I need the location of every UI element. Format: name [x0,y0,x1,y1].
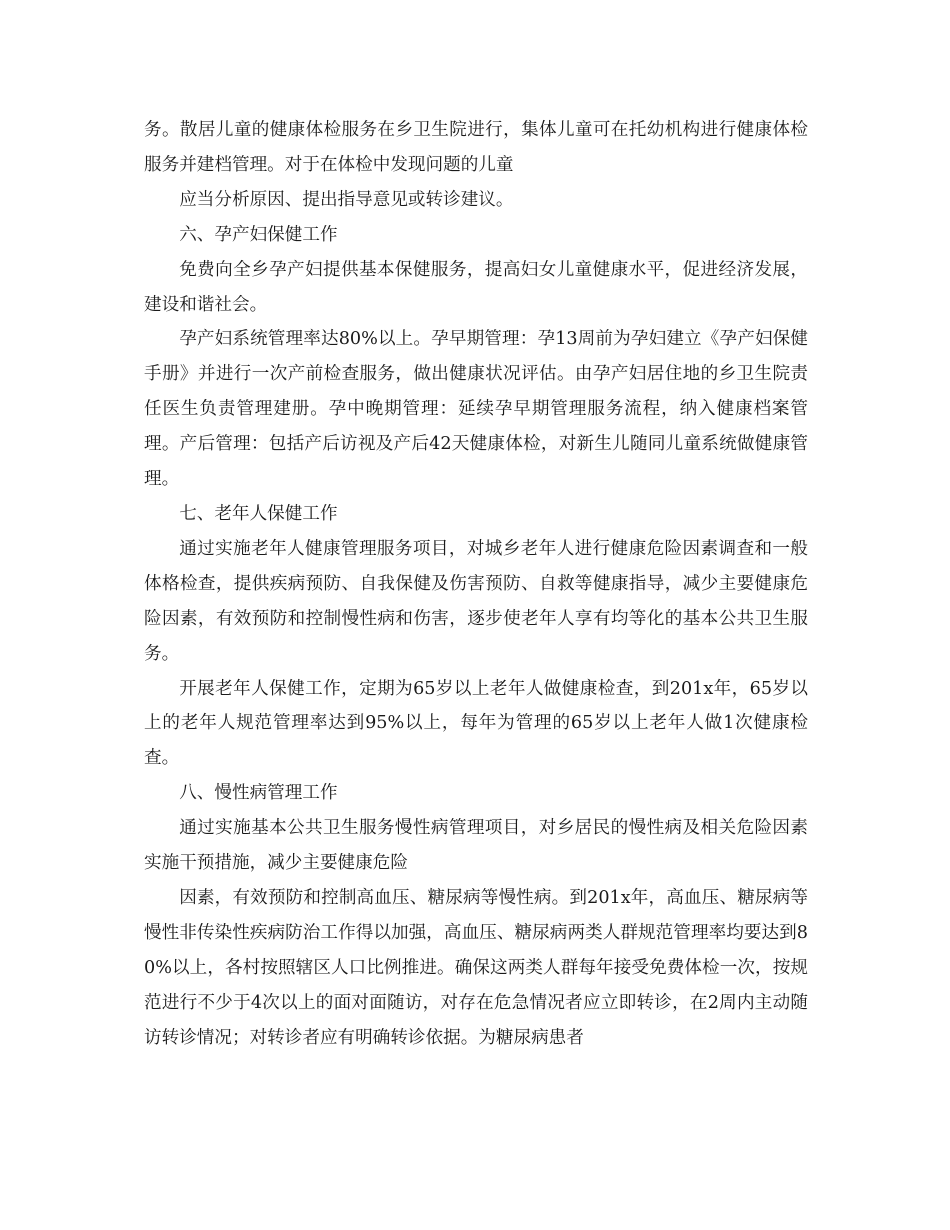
section-heading-maternal-care: 六、孕产妇保健工作 [179,224,338,245]
section-heading-chronic-disease: 八、慢性病管理工作 [179,783,338,804]
paragraph-elderly-checkup: 开展老年人保健工作，定期为65岁以上老年人做健康检查，到201x年，65岁以上的老年人规范管理率达到95%以上，每年为管理的65岁以上老年人做1次健康检查。 [144,678,808,769]
paragraph-chronic-program: 通过实施基本公共卫生服务慢性病管理项目，对乡居民的慢性病及相关危险因素实施干预措施，减少主要健康危险 [144,818,808,874]
paragraph-continuation: 务。散居儿童的健康体检服务在乡卫生院进行，集体儿童可在托幼机构进行健康体检服务并建档管理。对于在体检中发现问题的儿童 [144,120,808,175]
document-body [144,113,808,1055]
paragraph-maternal-management: 孕产妇系统管理率达80%以上。孕早期管理：孕13周前为孕妇建立《孕产妇保健手册》并进行一次产前检查服务，做出健康状况评估。由孕产妇居住地的乡卫生院责任医生负责管理建册。孕中晚期管理：延续孕早期管理服务流程，纳入健康档案管理。产后管理：包括产后访视及产后42天健康体检，对新生儿随同儿童系统做健康管理。 [144,329,808,490]
paragraph-maternal-free-service: 免费向全乡孕产妇提供基本保健服务，提高妇女儿童健康水平，促进经济发展，建设和谐社会。 [144,259,808,315]
paragraph-chronic-targets: 因素，有效预防和控制高血压、糖尿病等慢性病。到201x年，高血压、糖尿病等慢性非传染性疾病防治工作得以加强，高血压、糖尿病两类人群规范管理率均要达到80%以上，各村按照辖区人口比例推进。确保这两类人群每年接受免费体检一次，按规范进行不少于4次以上的面对面随访，对存在危急情况者应立即转诊，在2周内主动随访转诊情况；对转诊者应有明确转诊依据。为糖尿病患者 [144,887,808,1048]
paragraph-referral-advice: 应当分析原因、提出指导意见或转诊建议。 [179,189,514,210]
paragraph-elderly-program: 通过实施老年人健康管理服务项目，对城乡老年人进行健康危险因素调查和一般体格检查，提供疾病预防、自我保健及伤害预防、自救等健康指导，减少主要健康危险因素，有效预防和控制慢性病和伤害，逐步使老年人享有均等化的基本公共卫生服务。 [144,538,808,664]
section-heading-elderly-care: 七、老年人保健工作 [179,503,338,524]
